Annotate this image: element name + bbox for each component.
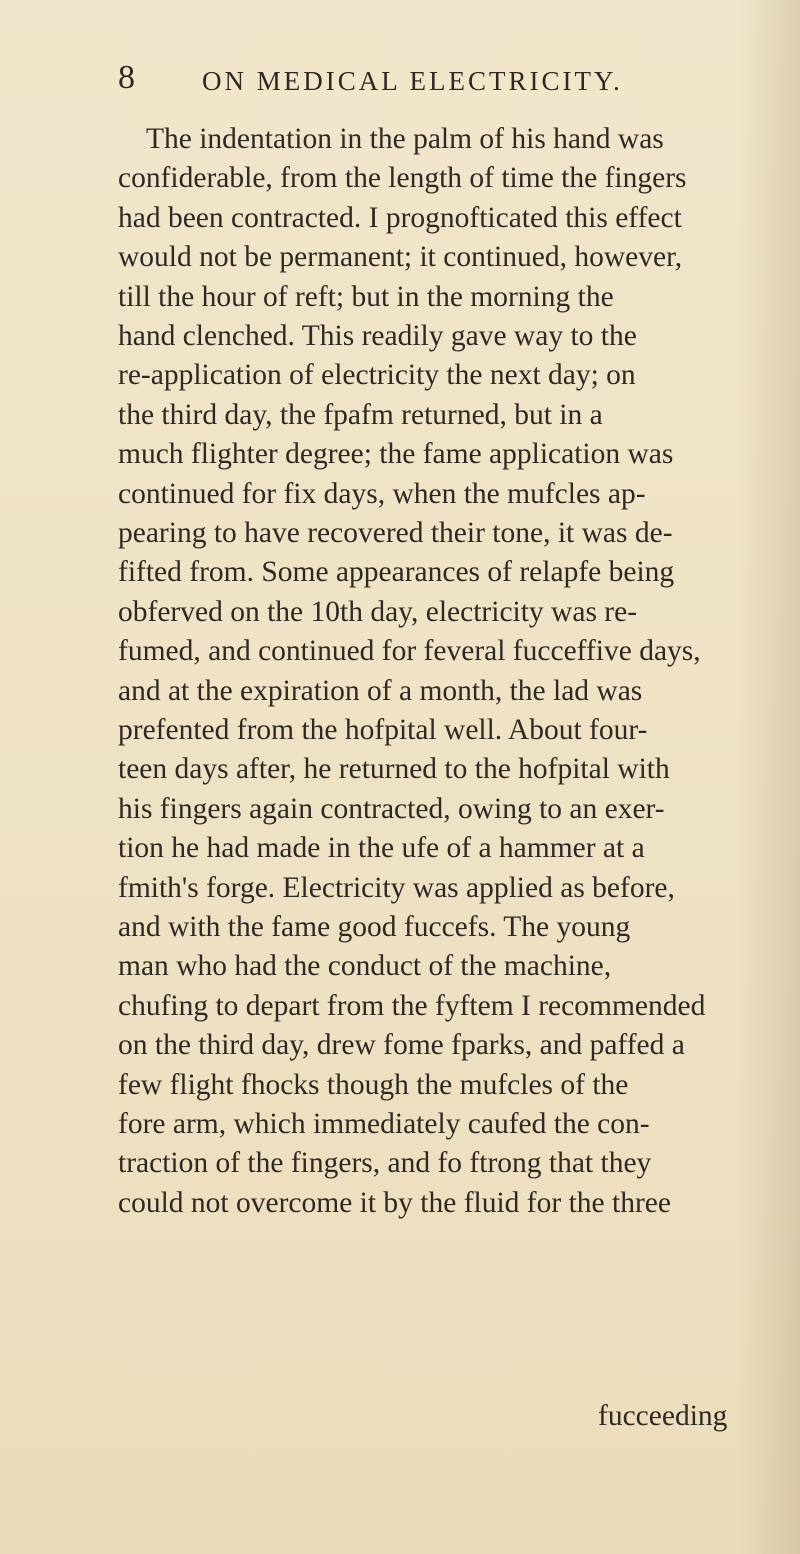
- text-line: and at the expiration of a month, the lad was: [118, 674, 643, 707]
- text-line: had been contracted. I prognofticated this effect: [118, 201, 682, 234]
- text-line: chufing to depart from the fyftem I recommended: [118, 989, 706, 1022]
- text-line: fmith's forge. Electricity was applied as before,: [118, 871, 675, 904]
- text-line: on the third day, drew fome fparks, and paffed a: [118, 1029, 685, 1062]
- running-title: ON MEDICAL ELECTRICITY.: [202, 66, 623, 96]
- text-line: The indentation in the palm of his hand was: [146, 123, 664, 155]
- text-line: much flighter degree; the fame application was: [118, 438, 674, 471]
- text-line: prefented from the hofpital well. About four-: [118, 714, 648, 746]
- text-line: few flight fhocks though the mufcles of the: [118, 1068, 629, 1101]
- text-line: teen days after, he returned to the hofpital with: [118, 753, 670, 786]
- text-line: fumed, and continued for feveral fucceffive days,: [118, 635, 701, 668]
- text-line: fore arm, which immediately caufed the con-: [118, 1108, 650, 1140]
- text-line: his fingers again contracted, owing to an exer-: [118, 792, 665, 825]
- text-line: hand clenched. This readily gave way to the: [118, 320, 637, 352]
- text-line: till the hour of reft; but in the morning the: [118, 280, 614, 313]
- text-line: the third day, the fpafm returned, but in a: [118, 398, 603, 431]
- page-number: 8: [118, 59, 135, 96]
- text-line: fifted from. Some appearances of relapfe being: [118, 556, 675, 589]
- text-line: obferved on the 10th day, electricity was re-: [118, 595, 638, 628]
- text-line: tion he had made in the ufe of a hammer at a: [118, 832, 645, 865]
- text-line: confiderable, from the length of time the fingers: [118, 162, 687, 195]
- running-head: [118, 58, 678, 98]
- text-line: and with the fame good fuccefs. The young: [118, 911, 631, 943]
- catchword: fucceeding: [598, 1400, 728, 1432]
- text-line: re-application of electricity the next day; on: [118, 359, 636, 392]
- text-line: man who had the conduct of the machine,: [118, 950, 612, 983]
- text-line: pearing to have recovered their tone, it was de-: [118, 517, 673, 549]
- text-line: continued for fix days, when the mufcles ap-: [118, 477, 646, 510]
- text-line: traction of the fingers, and fo ftrong that they: [118, 1147, 652, 1180]
- text-line: could not overcome it by the fluid for the three: [118, 1186, 671, 1219]
- text-line: would not be permanent; it continued, however,: [118, 241, 683, 274]
